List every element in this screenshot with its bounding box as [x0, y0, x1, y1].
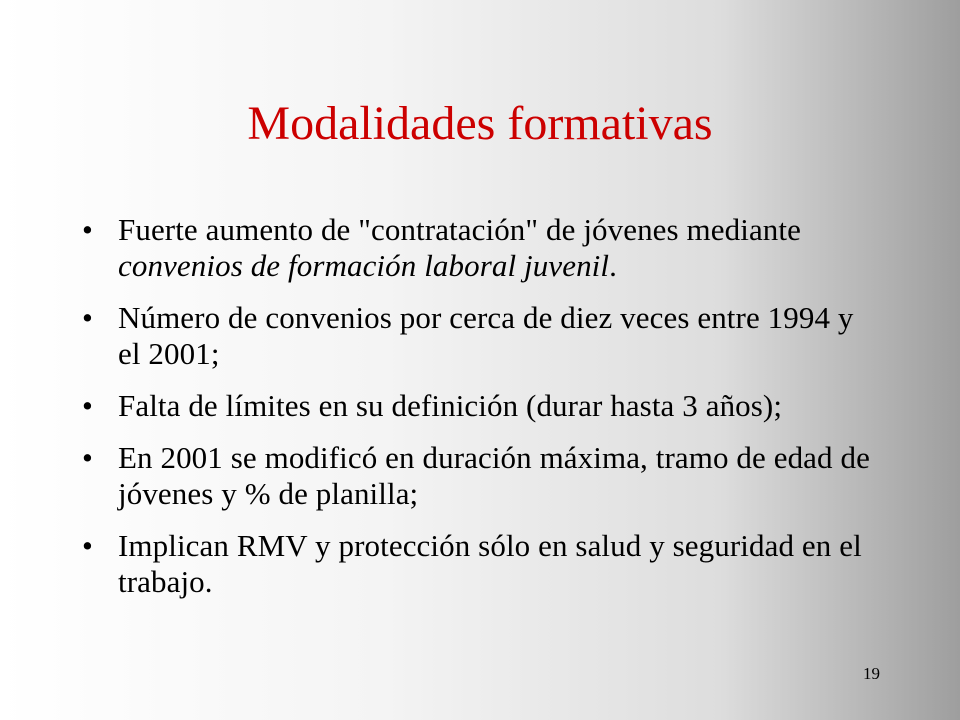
bullet-text: En 2001 se modificó en duración máxima, tramo de edad de jóvenes y % de planilla;: [118, 440, 870, 511]
bullet-text: Número de convenios por cerca de diez veces entre 1994 y el 2001;: [118, 300, 854, 371]
bullet-item: [82, 440, 882, 512]
bullet-marker: •: [82, 440, 93, 475]
bullet-item: [82, 528, 882, 600]
bullet-marker: •: [82, 388, 93, 423]
bullet-item: [82, 388, 882, 424]
bullet-marker: •: [82, 528, 93, 563]
page-number: 19: [863, 664, 880, 683]
bullet-list: [82, 212, 882, 616]
bullet-text: Fuerte aumento de "contratación" de jóvenes mediante convenios de formación laboral juvenil.: [118, 212, 801, 283]
bullet-item: [82, 300, 882, 372]
bullet-marker: •: [82, 300, 93, 335]
bullet-text: Falta de límites en su definición (durar hasta 3 años);: [118, 388, 783, 423]
slide-title: Modalidades formativas: [247, 97, 713, 150]
bullet-text: Implican RMV y protección sólo en salud y seguridad en el trabajo.: [118, 528, 862, 599]
italic-phrase: convenios de formación laboral juvenil: [118, 248, 610, 283]
bullet-marker: •: [82, 212, 93, 247]
bullet-item: [82, 212, 882, 284]
